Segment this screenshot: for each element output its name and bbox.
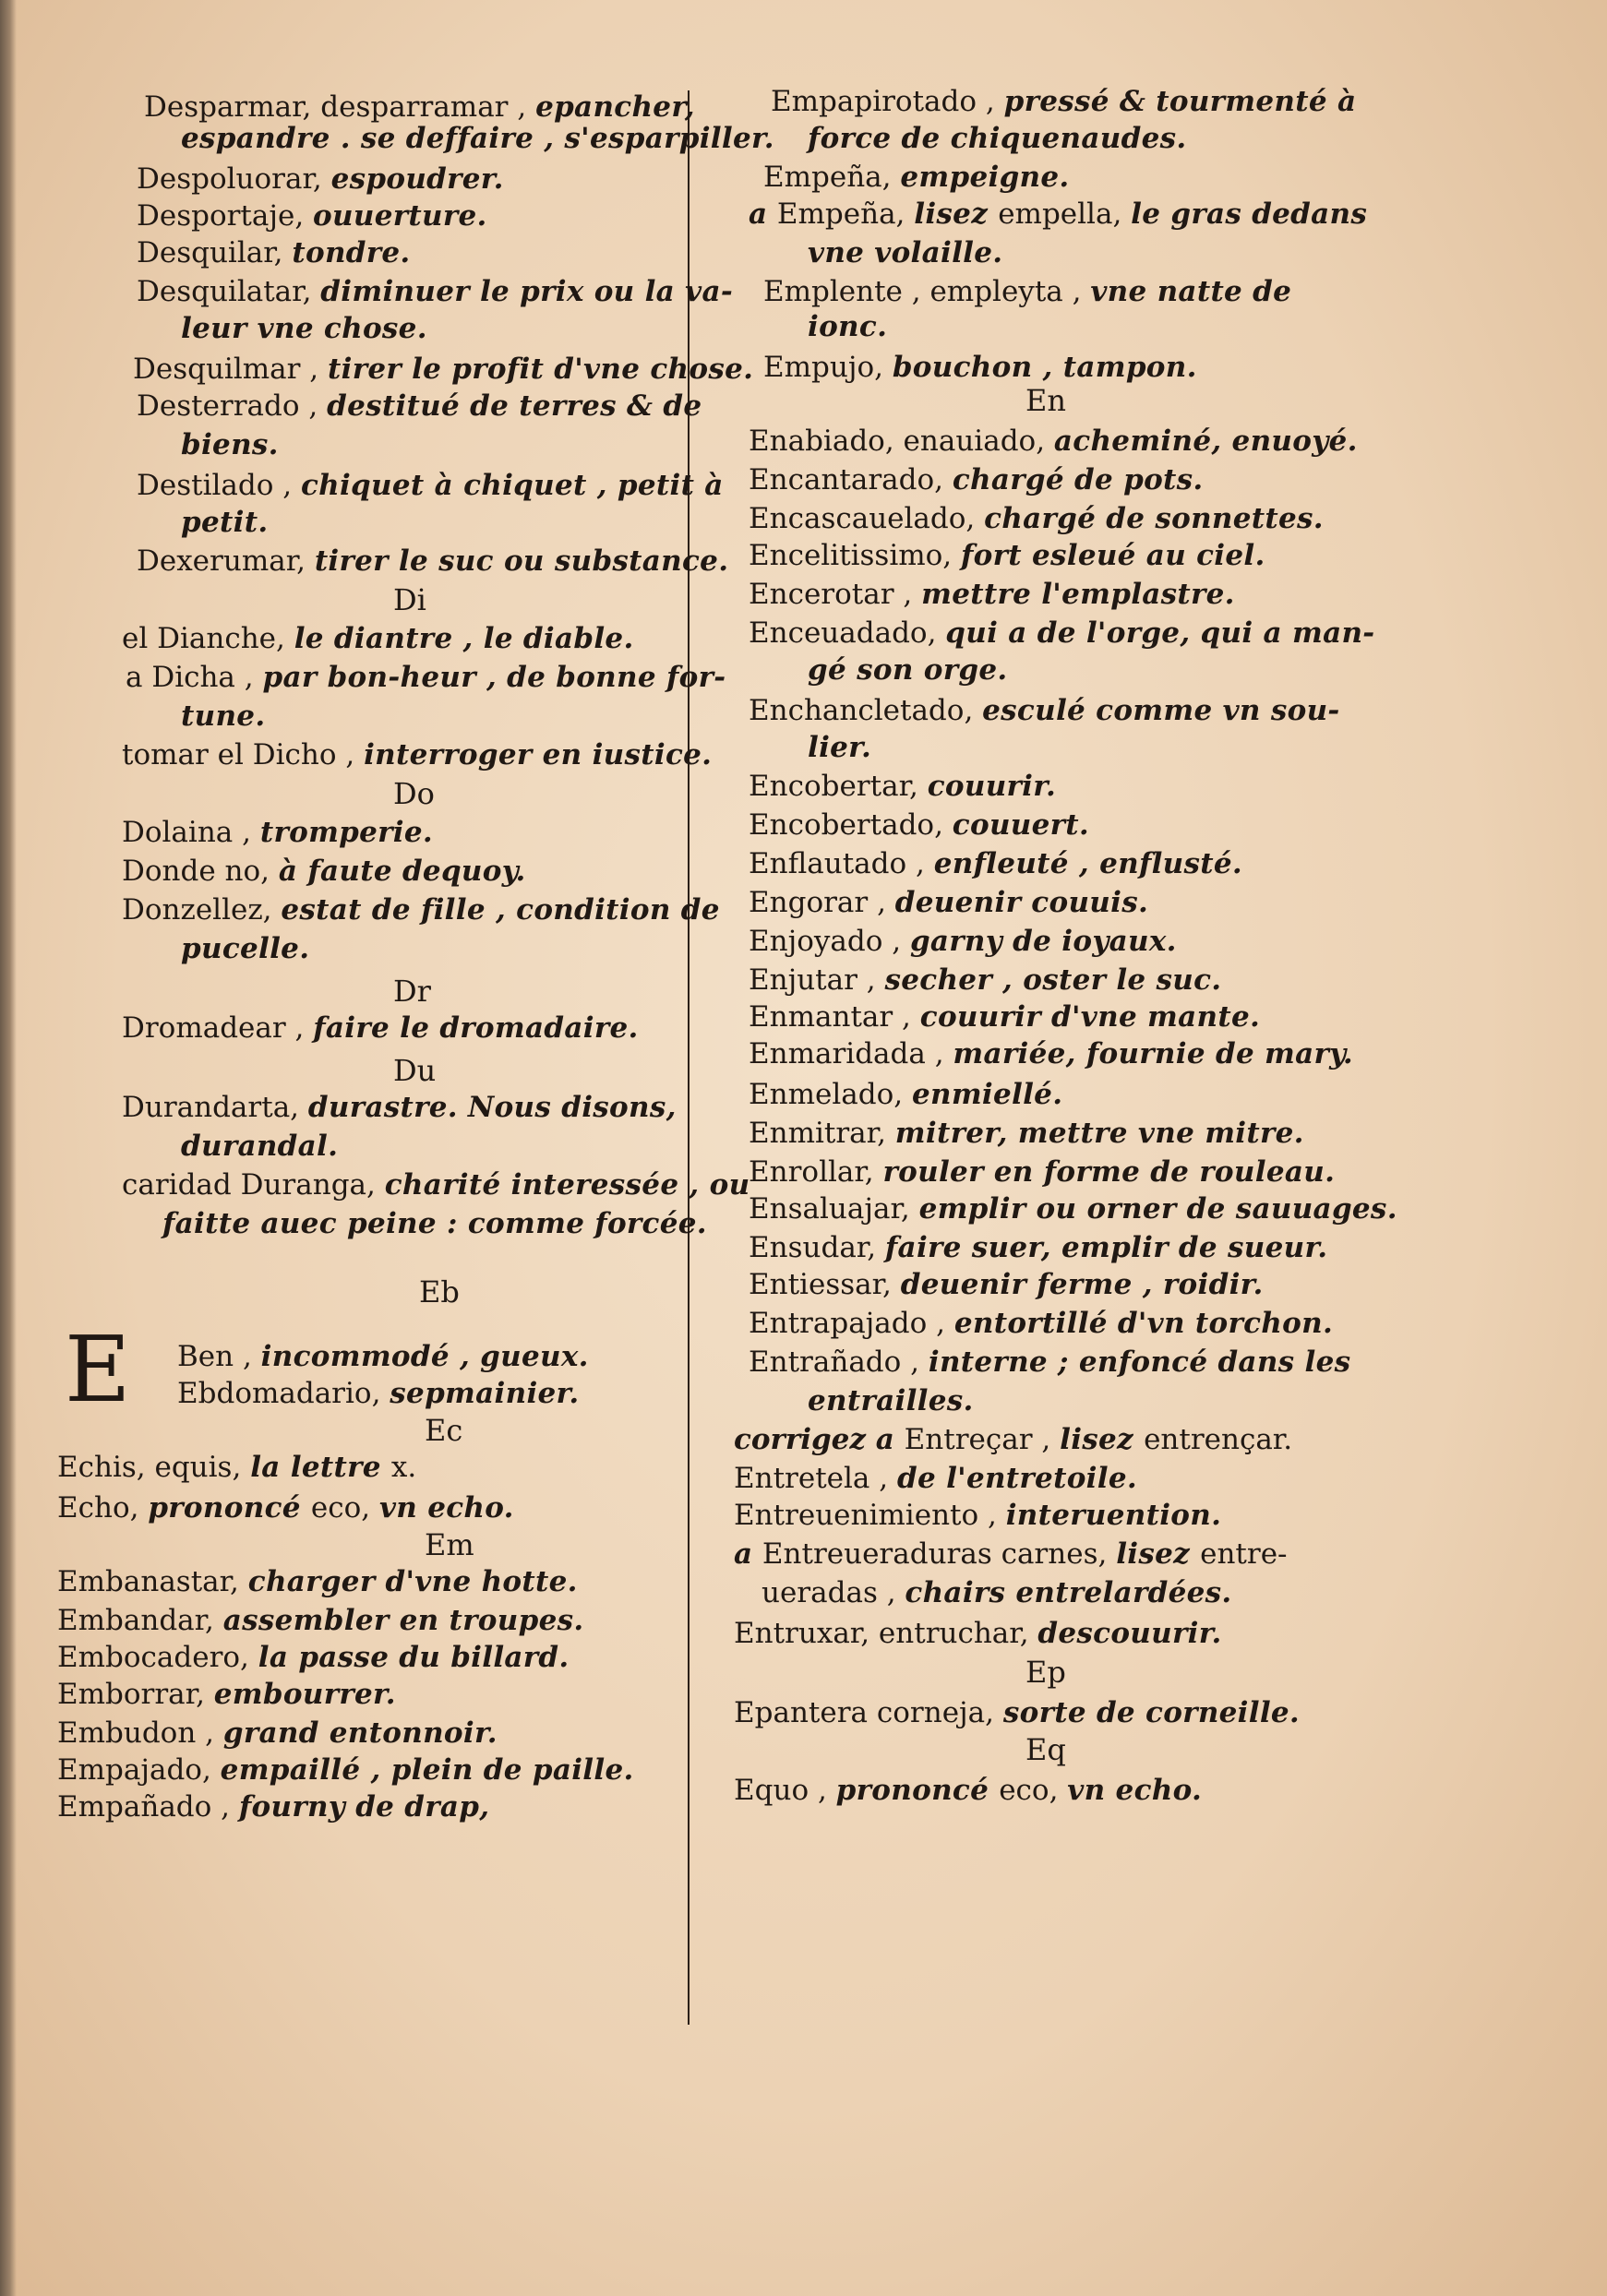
definition: le diantre , le diable. [294, 622, 634, 655]
definition: charger d'vne hotte. [247, 1565, 578, 1598]
headword: Enrollar, [749, 1155, 883, 1189]
dictionary-entry-line [808, 729, 871, 766]
dictionary-entry-line [749, 768, 1056, 805]
section-heading-text: Du [393, 1053, 437, 1088]
headword: Embudon , [57, 1716, 223, 1750]
definition: lisez [914, 197, 999, 231]
headword: Encascauelado, [749, 502, 985, 535]
headword: Empeña, [763, 161, 901, 194]
definition: empaillé , plein de paille. [220, 1753, 634, 1787]
dictionary-entry-line [763, 159, 1070, 196]
headword: Embandar, [57, 1604, 223, 1637]
dictionary-entry-line [749, 1190, 1397, 1227]
headword: Enmitrar, [749, 1117, 895, 1150]
section-letter-heading [393, 775, 435, 812]
headword: Ensaluajar, [749, 1192, 919, 1226]
definition: par bon-heur , de bonne for- [262, 661, 726, 694]
headword: Desportaje, [137, 199, 314, 233]
headword: Enmaridada , [749, 1037, 953, 1070]
section-letter-heading [393, 1052, 436, 1089]
headword: Embocadero, [57, 1641, 258, 1674]
dictionary-entry-line [808, 652, 1007, 688]
headword: Desterrado , [137, 389, 328, 423]
definition: deuenir couuis. [894, 886, 1149, 919]
correction-marker: corrigez a [734, 1423, 905, 1456]
dictionary-entry-line [122, 853, 526, 890]
definition: lisez [1116, 1537, 1201, 1571]
dictionary-entry-line [734, 1460, 1137, 1497]
definition: le gras dedans [1131, 197, 1368, 231]
headword: Despoluorar, [137, 162, 331, 196]
dictionary-entry-line [133, 351, 753, 388]
section-heading-text: En [1025, 383, 1066, 418]
definition: vn echo. [378, 1491, 514, 1525]
definition: prononcé [148, 1491, 311, 1525]
dictionary-entry-line [749, 923, 1177, 960]
dictionary-entry-line [57, 1563, 578, 1600]
headword: el Dianche, [122, 622, 294, 655]
dictionary-entry-line [749, 537, 1265, 574]
dictionary-entry-line [137, 543, 728, 580]
dictionary-entry-line [749, 423, 1358, 460]
dictionary-entry-line [762, 1574, 1231, 1611]
definition: chargé de sonnettes. [984, 502, 1324, 535]
definition: mitrer, mettre vne mitre. [894, 1117, 1304, 1150]
definition: tirer le profit d'vne chose. [328, 353, 754, 386]
definition: faire suer, emplir de sueur. [884, 1231, 1328, 1264]
dictionary-entry-line [181, 930, 309, 967]
headword: Entreueraduras carnes, [762, 1537, 1117, 1571]
headword: a Dicha , [126, 661, 263, 694]
headword: Emplente , empleyta , [763, 275, 1091, 308]
headword: Enceuadado, [749, 616, 946, 650]
dictionary-entry-line [57, 1715, 498, 1752]
headword: Ebdomadario, [177, 1377, 390, 1410]
definition: esculé comme vn sou- [982, 694, 1340, 727]
section-heading-text: Ep [1025, 1655, 1066, 1690]
dictionary-entry-line [749, 1266, 1264, 1303]
section-heading-text: Ec [425, 1413, 463, 1448]
headword: Desparmar, desparramar , [144, 90, 536, 124]
section-heading-text: Di [393, 582, 426, 617]
dictionary-entry-line [749, 999, 1260, 1035]
headword: ueradas , [762, 1576, 905, 1609]
headword: Dolaina , [122, 816, 260, 849]
dictionary-entry-line [808, 1382, 974, 1419]
correction-marker: a [749, 197, 777, 231]
dictionary-entry-line [749, 1035, 1353, 1072]
dictionary-entry-line [749, 1344, 1350, 1381]
definition: enfleuté , enflusté. [933, 847, 1242, 880]
definition: secher , oster le suc. [884, 963, 1222, 997]
dictionary-entry-line [137, 467, 724, 504]
dictionary-entry-line [749, 807, 1089, 843]
headword: Entreuenimiento , [734, 1499, 1006, 1532]
definition: couurir. [927, 770, 1057, 803]
definition: descouurir. [1037, 1617, 1222, 1650]
definition: petit. [181, 506, 269, 539]
dictionary-entry-line [749, 196, 1367, 233]
dictionary-entry-line [749, 576, 1235, 613]
correction-marker: a [734, 1537, 762, 1571]
headword: Emborrar, [57, 1678, 214, 1711]
dictionary-entry-line [734, 1615, 1222, 1652]
headword: Empajado, [57, 1753, 221, 1787]
definition: faire le dromadaire. [313, 1011, 639, 1045]
section-heading-text: Em [425, 1527, 474, 1562]
headword: Enjoyado , [749, 925, 910, 958]
headword: Dromadear , [122, 1011, 314, 1045]
headword: Empañado , [57, 1790, 239, 1824]
dictionary-entry-line [749, 1229, 1327, 1266]
page-edge [0, 0, 17, 2296]
definition: tromperie. [259, 816, 433, 849]
headword: Donde no, [122, 855, 279, 888]
dictionary-entry-line [749, 845, 1242, 882]
dictionary-entry-line [749, 461, 1204, 498]
headword: Enjutar , [749, 963, 885, 997]
headword: Ben , [177, 1340, 261, 1373]
dictionary-entry-line [808, 308, 887, 345]
section-letter-heading [425, 1526, 474, 1563]
dictionary-entry-line [57, 1676, 396, 1713]
definition: prononcé [835, 1774, 1000, 1807]
dictionary-entry-line [749, 1076, 1062, 1113]
dictionary-entry-line [122, 1010, 639, 1046]
dictionary-entry-line [122, 1089, 677, 1126]
dictionary-entry-line [808, 234, 1002, 271]
dictionary-entry-line [749, 500, 1324, 537]
headword: Desquilmar , [133, 353, 329, 386]
headword: Echis, equis, [57, 1451, 251, 1484]
headword: Encobertado, [749, 808, 953, 842]
dictionary-entry-line [808, 120, 1186, 157]
definition: enmiellé. [911, 1078, 1063, 1111]
dictionary-entry-line [181, 1128, 338, 1165]
definition: qui a de l'orge, qui a man- [945, 616, 1375, 650]
definition: vne natte de [1090, 275, 1292, 308]
dictionary-entry-line [734, 1536, 1288, 1573]
section-letter-heading [393, 973, 431, 1010]
dictionary-entry-line [749, 1154, 1335, 1190]
definition: rouler en forme de rouleau. [882, 1155, 1336, 1189]
definition: deuenir ferme , roidir. [900, 1268, 1264, 1301]
headword: Encerotar , [749, 578, 922, 611]
headword: Desquilatar, [137, 275, 321, 308]
dictionary-entry-line [137, 161, 504, 197]
headword: Destilado , [137, 469, 301, 502]
headword: Entrapajado , [749, 1307, 954, 1340]
dictionary-entry-line [763, 349, 1197, 386]
section-heading-text: Dr [393, 974, 431, 1009]
dictionary-entry-line [122, 891, 720, 928]
headword: Entreçar , [904, 1423, 1061, 1456]
headword: Engorar , [749, 886, 895, 919]
section-heading-text: Eb [419, 1274, 460, 1309]
section-heading-text: Do [393, 776, 435, 811]
headword: Empujo, [763, 351, 893, 384]
headword: Entretela , [734, 1462, 897, 1495]
definition: couuert. [952, 808, 1089, 842]
dictionary-entry-line [137, 388, 702, 425]
roman-text: eco, [999, 1774, 1068, 1807]
dictionary-entry-line [57, 1752, 634, 1788]
headword: tomar el Dicho , [122, 738, 365, 771]
dictionary-entry-line [771, 83, 1356, 120]
section-letter-heading [1025, 1654, 1066, 1691]
roman-text: entrençar. [1144, 1423, 1293, 1456]
dictionary-entry-line [57, 1639, 570, 1676]
roman-text: empella, [998, 197, 1132, 231]
definition: lisez [1060, 1423, 1145, 1456]
definition: la lettre [250, 1451, 391, 1484]
headword: Dexerumar, [137, 544, 315, 578]
definition: epancher, [535, 90, 695, 124]
definition: biens. [181, 428, 279, 461]
definition: interroger en iustice. [364, 738, 713, 771]
headword: Echo, [57, 1491, 149, 1525]
definition: empeigne. [900, 161, 1070, 194]
headword: Equo , [734, 1774, 836, 1807]
headword: Entruxar, entruchar, [734, 1617, 1038, 1650]
dictionary-entry-line [126, 659, 726, 696]
definition: chiquet à chiquet , petit à [300, 469, 724, 502]
headword: Enmantar , [749, 1000, 920, 1034]
definition: chairs entrelardées. [905, 1576, 1232, 1609]
dictionary-entry-line [177, 1375, 579, 1412]
dictionary-entry-line [763, 273, 1291, 310]
roman-text: x. [390, 1451, 417, 1484]
section-letter-heading [1025, 382, 1066, 419]
definition: diminuer le prix ou la va- [320, 275, 734, 308]
dictionary-entry-line [122, 1166, 750, 1203]
headword: Empapirotado , [771, 85, 1004, 118]
section-letter-heading [419, 1274, 460, 1310]
dictionary-entry-line [749, 884, 1148, 921]
definition: mettre l'emplastre. [921, 578, 1235, 611]
definition: faitte auec peine : comme forcée. [162, 1207, 707, 1240]
definition: chargé de pots. [952, 463, 1204, 496]
dictionary-entry-line [57, 1788, 489, 1825]
section-letter-heading [1025, 1731, 1066, 1768]
definition: grand entonnoir. [222, 1716, 498, 1750]
definition: interne ; enfoncé dans les [928, 1345, 1351, 1379]
headword: Durandarta, [122, 1091, 308, 1124]
headword: Embanastar, [57, 1565, 248, 1598]
section-letter-heading [393, 581, 426, 618]
dictionary-entry-line [734, 1772, 1202, 1809]
dictionary-entry-line [181, 310, 427, 347]
headword: Enflautado , [749, 847, 934, 880]
definition: pucelle. [181, 932, 310, 965]
definition: tondre. [292, 236, 411, 269]
definition: gé son orge. [808, 653, 1008, 687]
headword: Encobertar, [749, 770, 928, 803]
definition: entrailles. [808, 1384, 974, 1417]
definition: durandal. [181, 1130, 339, 1163]
headword: Enmelado, [749, 1078, 912, 1111]
definition: fourny de drap, [238, 1790, 490, 1824]
dictionary-entry-line [162, 1205, 707, 1242]
section-letter-heading [425, 1412, 462, 1449]
definition: de l'entretoile. [896, 1462, 1137, 1495]
definition: la passe du billard. [258, 1641, 570, 1674]
dictionary-entry-line [181, 698, 265, 735]
definition: garny de ioyaux. [909, 925, 1177, 958]
definition: ouuerture. [313, 199, 487, 233]
dictionary-entry-line [734, 1421, 1292, 1458]
definition: force de chiquenaudes. [808, 122, 1187, 155]
headword: Donzellez, [122, 893, 282, 927]
headword: Desquilar, [137, 236, 293, 269]
definition: pressé & tourmenté à [1003, 85, 1357, 118]
dictionary-entry-line [749, 1115, 1304, 1152]
headword: Entrañado , [749, 1345, 929, 1379]
dictionary-entry-line [137, 234, 411, 271]
dictionary-entry-line [137, 197, 487, 234]
dictionary-entry-line [181, 504, 268, 541]
dictionary-entry-line [177, 1338, 589, 1375]
headword: Empeña, [776, 197, 915, 231]
definition: vne volaille. [808, 236, 1003, 269]
roman-text: entre- [1200, 1537, 1288, 1571]
definition: espandre . se deffaire , s'esparpiller. [181, 122, 774, 155]
definition: ionc. [808, 310, 888, 343]
dictionary-entry-line [57, 1449, 416, 1486]
dictionary-entry-line [749, 1305, 1333, 1342]
section-heading-text: Eq [1025, 1732, 1066, 1767]
definition: assembler en troupes. [222, 1604, 584, 1637]
definition: estat de fille , condition de [281, 893, 720, 927]
headword: Encantarado, [749, 463, 953, 496]
dictionary-entry-line [749, 962, 1221, 999]
definition: tirer le suc ou substance. [314, 544, 729, 578]
definition: emplir ou orner de sauuages. [918, 1192, 1397, 1226]
definition: sepmainier. [390, 1377, 580, 1410]
definition: sorte de corneille. [1002, 1696, 1301, 1729]
dictionary-entry-line [57, 1489, 514, 1526]
definition: embourrer. [213, 1678, 396, 1711]
dictionary-entry-line [181, 120, 774, 157]
roman-text: eco, [310, 1491, 379, 1525]
dictionary-entry-line [122, 814, 433, 851]
definition: à faute dequoy. [278, 855, 526, 888]
dictionary-entry-line [734, 1694, 1300, 1731]
headword: Encelitissimo, [749, 539, 962, 572]
headword: Epantera corneja, [734, 1696, 1003, 1729]
definition: durastre. Nous disons, [307, 1091, 677, 1124]
definition: charité interessée , ou [384, 1168, 750, 1202]
definition: destitué de terres & de [327, 389, 702, 423]
dictionary-entry-line [749, 692, 1340, 729]
dictionary-entry-line [57, 1602, 583, 1639]
definition: vn echo. [1067, 1774, 1203, 1807]
definition: entortillé d'vn torchon. [953, 1307, 1334, 1340]
definition: interuention. [1005, 1499, 1222, 1532]
definition: fort esleué au ciel. [961, 539, 1265, 572]
definition: lier. [808, 731, 872, 764]
dictionary-entry-line [122, 736, 712, 773]
headword: Ensudar, [749, 1231, 885, 1264]
headword: Enchancletado, [749, 694, 983, 727]
dictionary-entry-line [122, 620, 634, 657]
drop-cap: E [65, 1318, 131, 1423]
definition: bouchon , tampon. [892, 351, 1197, 384]
definition: mariée, fournie de mary. [953, 1037, 1354, 1070]
dictionary-entry-line [734, 1497, 1221, 1534]
dictionary-entry-line [181, 426, 279, 463]
definition: espoudrer. [330, 162, 504, 196]
headword: Enabiado, enauiado, [749, 425, 1054, 458]
definition: acheminé, enuoyé. [1053, 425, 1358, 458]
definition: incommodé , gueux. [260, 1340, 589, 1373]
dictionary-entry-line [137, 273, 733, 310]
headword: caridad Duranga, [122, 1168, 385, 1202]
dictionary-entry-line [749, 615, 1374, 652]
headword: Entiessar, [749, 1268, 901, 1301]
definition: leur vne chose. [181, 312, 427, 345]
definition: couurir d'vne mante. [919, 1000, 1261, 1034]
definition: tune. [181, 700, 266, 733]
